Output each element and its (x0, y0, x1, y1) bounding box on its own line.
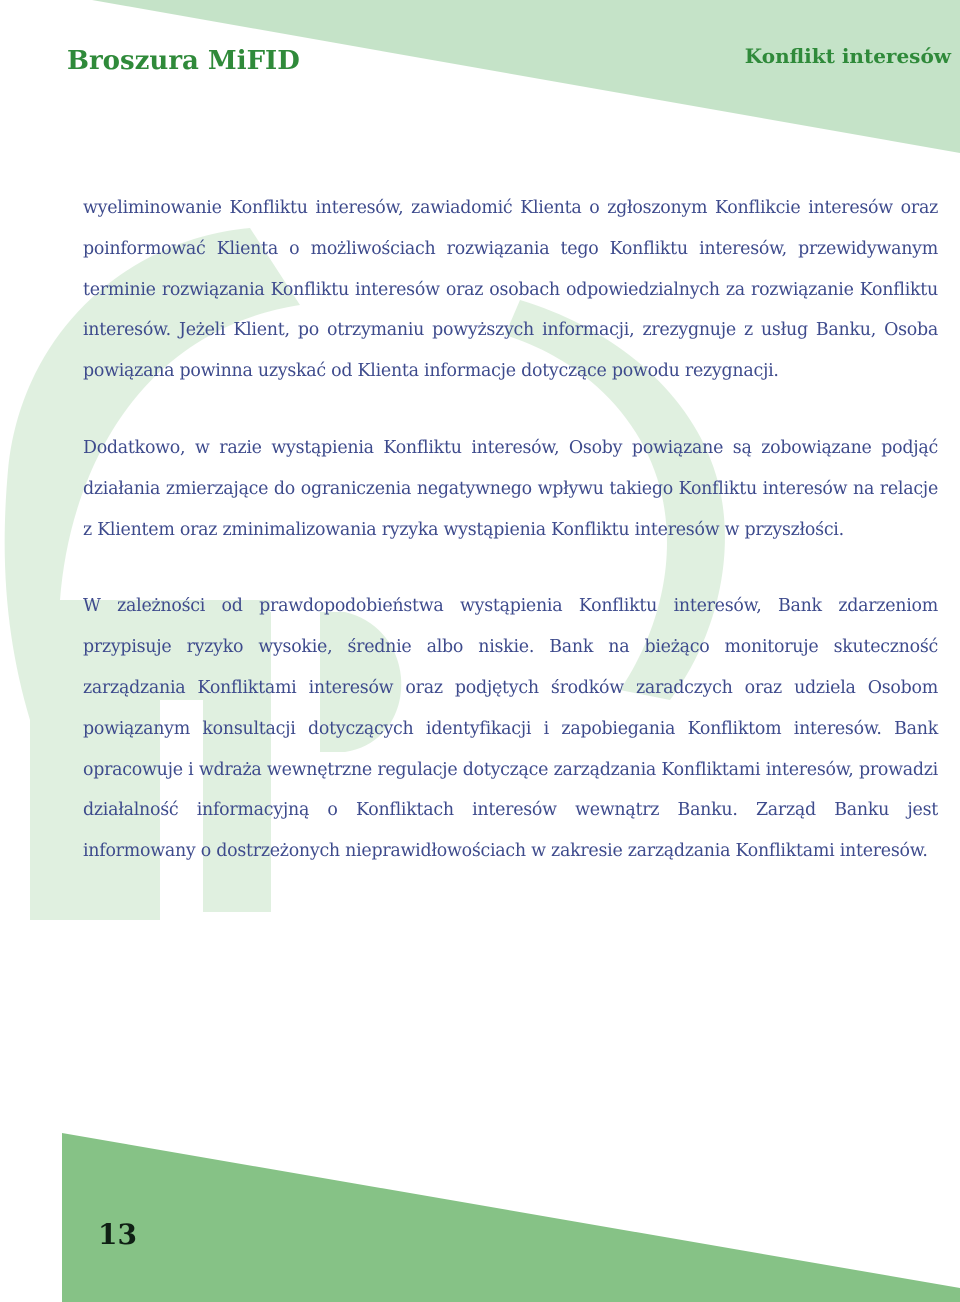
paragraph-1: wyeliminowanie Konfliktu interesów, zawiadomić Klienta o zgłoszonym Konflikcie interesów oraz poinformować Klienta o możliwościach rozwiązania tego Konfliktu interesów, przewidywanym terminie rozwiązania Konfliktu interesów oraz osobach odpowiedzialnych za rozwiązanie Konfliktu interesów. Jeżeli Klient, po otrzymaniu powyższych informacji, zrezygnuje z usług Banku, Osoba powiązana powinna uzyskać od Klienta informacje dotyczące powodu rezygnacji. (83, 198, 938, 382)
main-content (83, 188, 938, 872)
footer-band (62, 1133, 960, 1302)
paragraph-3: W zależności od prawdopodobieństwa wystąpienia Konfliktu interesów, Bank zdarzeniom przypisuje ryzyko wysokie, średnie albo niskie. Bank na bieżąco monitoruje skuteczność zarządzania Konfliktami interesów oraz podjętych środków zaradczych oraz udziela Osobom powiązanym konsultacji dotyczących identyfikacji i zapobiegania Konfliktom interesów. Bank opracowuje i wdraża wewnętrzne regulacje dotyczące zarządzania Konfliktami interesów, prowadzi działalność informacyjną o Konfliktach interesów wewnątrz Banku. Zarząd Banku jest informowany o dostrzeżonych nieprawidłowościach w zakresie zarządzania Konfliktami interesów. (83, 596, 938, 862)
brand-title: Broszura MiFID (67, 46, 300, 76)
header-band (92, 0, 960, 153)
paragraph-2: Dodatkowo, w razie wystąpienia Konfliktu interesów, Osoby powiązane są zobowiązane podjąć działania zmierzające do ograniczenia negatywnego wpływu takiego Konfliktu interesów na relacje z Klientem oraz zminimalizowania ryzyka wystąpienia Konfliktu interesów w przyszłości. (83, 437, 938, 540)
section-title: Konflikt interesów (744, 44, 951, 68)
page-number: 13 (98, 1218, 137, 1251)
